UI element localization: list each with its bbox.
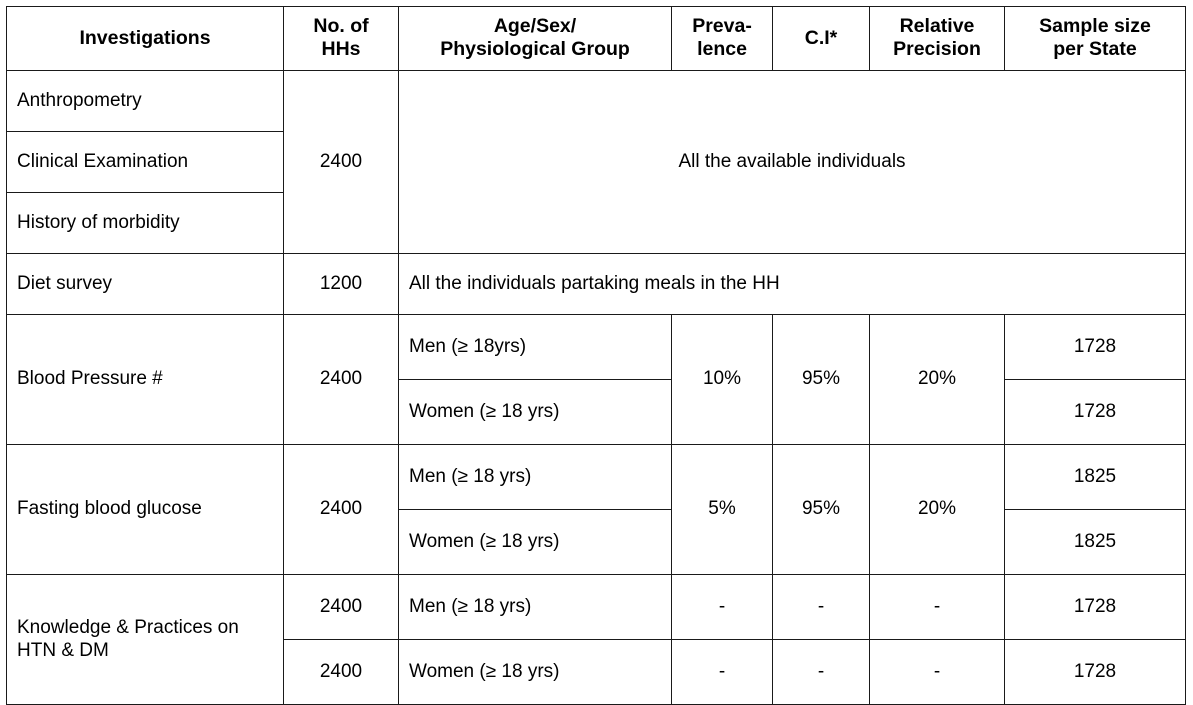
cell-ci-kp-women: - [773,639,870,704]
column-header-age-sex-group [399,7,672,71]
cell-investigation-clinical-examination: Clinical Examination [7,131,284,192]
cell-prevalence-kp-men: - [672,574,773,639]
cell-group-bp-women: Women (≥ 18 yrs) [399,379,672,444]
column-header-no-of-hhs [284,7,399,71]
header-text-per-state: per State [1053,38,1137,61]
cell-all-available-individuals: All the available individuals [399,70,1186,253]
header-text-no-of: No. of [313,15,369,37]
table-header-row [7,7,1186,71]
cell-prevalence-kp-women: - [672,639,773,704]
header-text-ci: C.I* [804,26,838,49]
column-header-prevalence [672,7,773,71]
cell-sample-fbg-men: 1825 [1005,444,1186,509]
column-header-sample-size [1005,7,1186,71]
cell-precision-bp: 20% [870,314,1005,444]
cell-ci-fbg: 95% [773,444,870,574]
header-text-lence: lence [697,38,747,61]
cell-sample-kp-men: 1728 [1005,574,1186,639]
cell-ci-bp: 95% [773,314,870,444]
cell-group-fbg-men: Men (≥ 18 yrs) [399,444,672,509]
header-text-preva: Preva- [692,15,752,37]
cell-hhs-kp-women: 2400 [284,639,399,704]
cell-hhs-blood-pressure: 2400 [284,314,399,444]
column-header-ci [773,7,870,71]
survey-design-table [6,6,1186,705]
cell-group-kp-men: Men (≥ 18 yrs) [399,574,672,639]
header-text-investigations: Investigations [79,26,211,49]
cell-prevalence-bp: 10% [672,314,773,444]
cell-group-fbg-women: Women (≥ 18 yrs) [399,509,672,574]
table-row [7,253,1186,314]
cell-precision-fbg: 20% [870,444,1005,574]
header-text-sample-size: Sample size [1039,15,1151,37]
cell-sample-fbg-women: 1825 [1005,509,1186,574]
cell-prevalence-fbg: 5% [672,444,773,574]
cell-investigation-fasting-blood-glucose: Fasting blood glucose [7,444,284,574]
cell-hhs-fasting-blood-glucose: 2400 [284,444,399,574]
cell-hhs-kp-men: 2400 [284,574,399,639]
cell-hhs-group1: 2400 [284,70,399,253]
header-text-physiological-group: Physiological Group [440,38,630,61]
cell-group-bp-men: Men (≥ 18yrs) [399,314,672,379]
cell-precision-kp-women: - [870,639,1005,704]
table-row [7,574,1186,639]
cell-precision-kp-men: - [870,574,1005,639]
header-text-hhs: HHs [321,38,361,61]
cell-investigation-knowledge-practices: Knowledge & Practices on HTN & DM [7,574,284,704]
table-row [7,70,1186,131]
header-text-relative: Relative [899,15,975,37]
cell-group-kp-women: Women (≥ 18 yrs) [399,639,672,704]
cell-hhs-diet-survey: 1200 [284,253,399,314]
cell-sample-bp-men: 1728 [1005,314,1186,379]
table-row [7,314,1186,379]
cell-investigation-diet-survey: Diet survey [7,253,284,314]
cell-investigation-blood-pressure: Blood Pressure # [7,314,284,444]
header-text-precision: Precision [893,38,981,61]
cell-sample-bp-women: 1728 [1005,379,1186,444]
cell-investigation-anthropometry: Anthropometry [7,70,284,131]
table-header [7,7,1186,71]
cell-sample-kp-women: 1728 [1005,639,1186,704]
header-text-age-sex: Age/Sex/ [493,15,577,37]
table-body [7,70,1186,704]
column-header-investigations [7,7,284,71]
cell-investigation-history-of-morbidity: History of morbidity [7,192,284,253]
cell-ci-kp-men: - [773,574,870,639]
column-header-relative-precision [870,7,1005,71]
cell-diet-survey-group: All the individuals partaking meals in the HH [399,253,1186,314]
table-row [7,444,1186,509]
